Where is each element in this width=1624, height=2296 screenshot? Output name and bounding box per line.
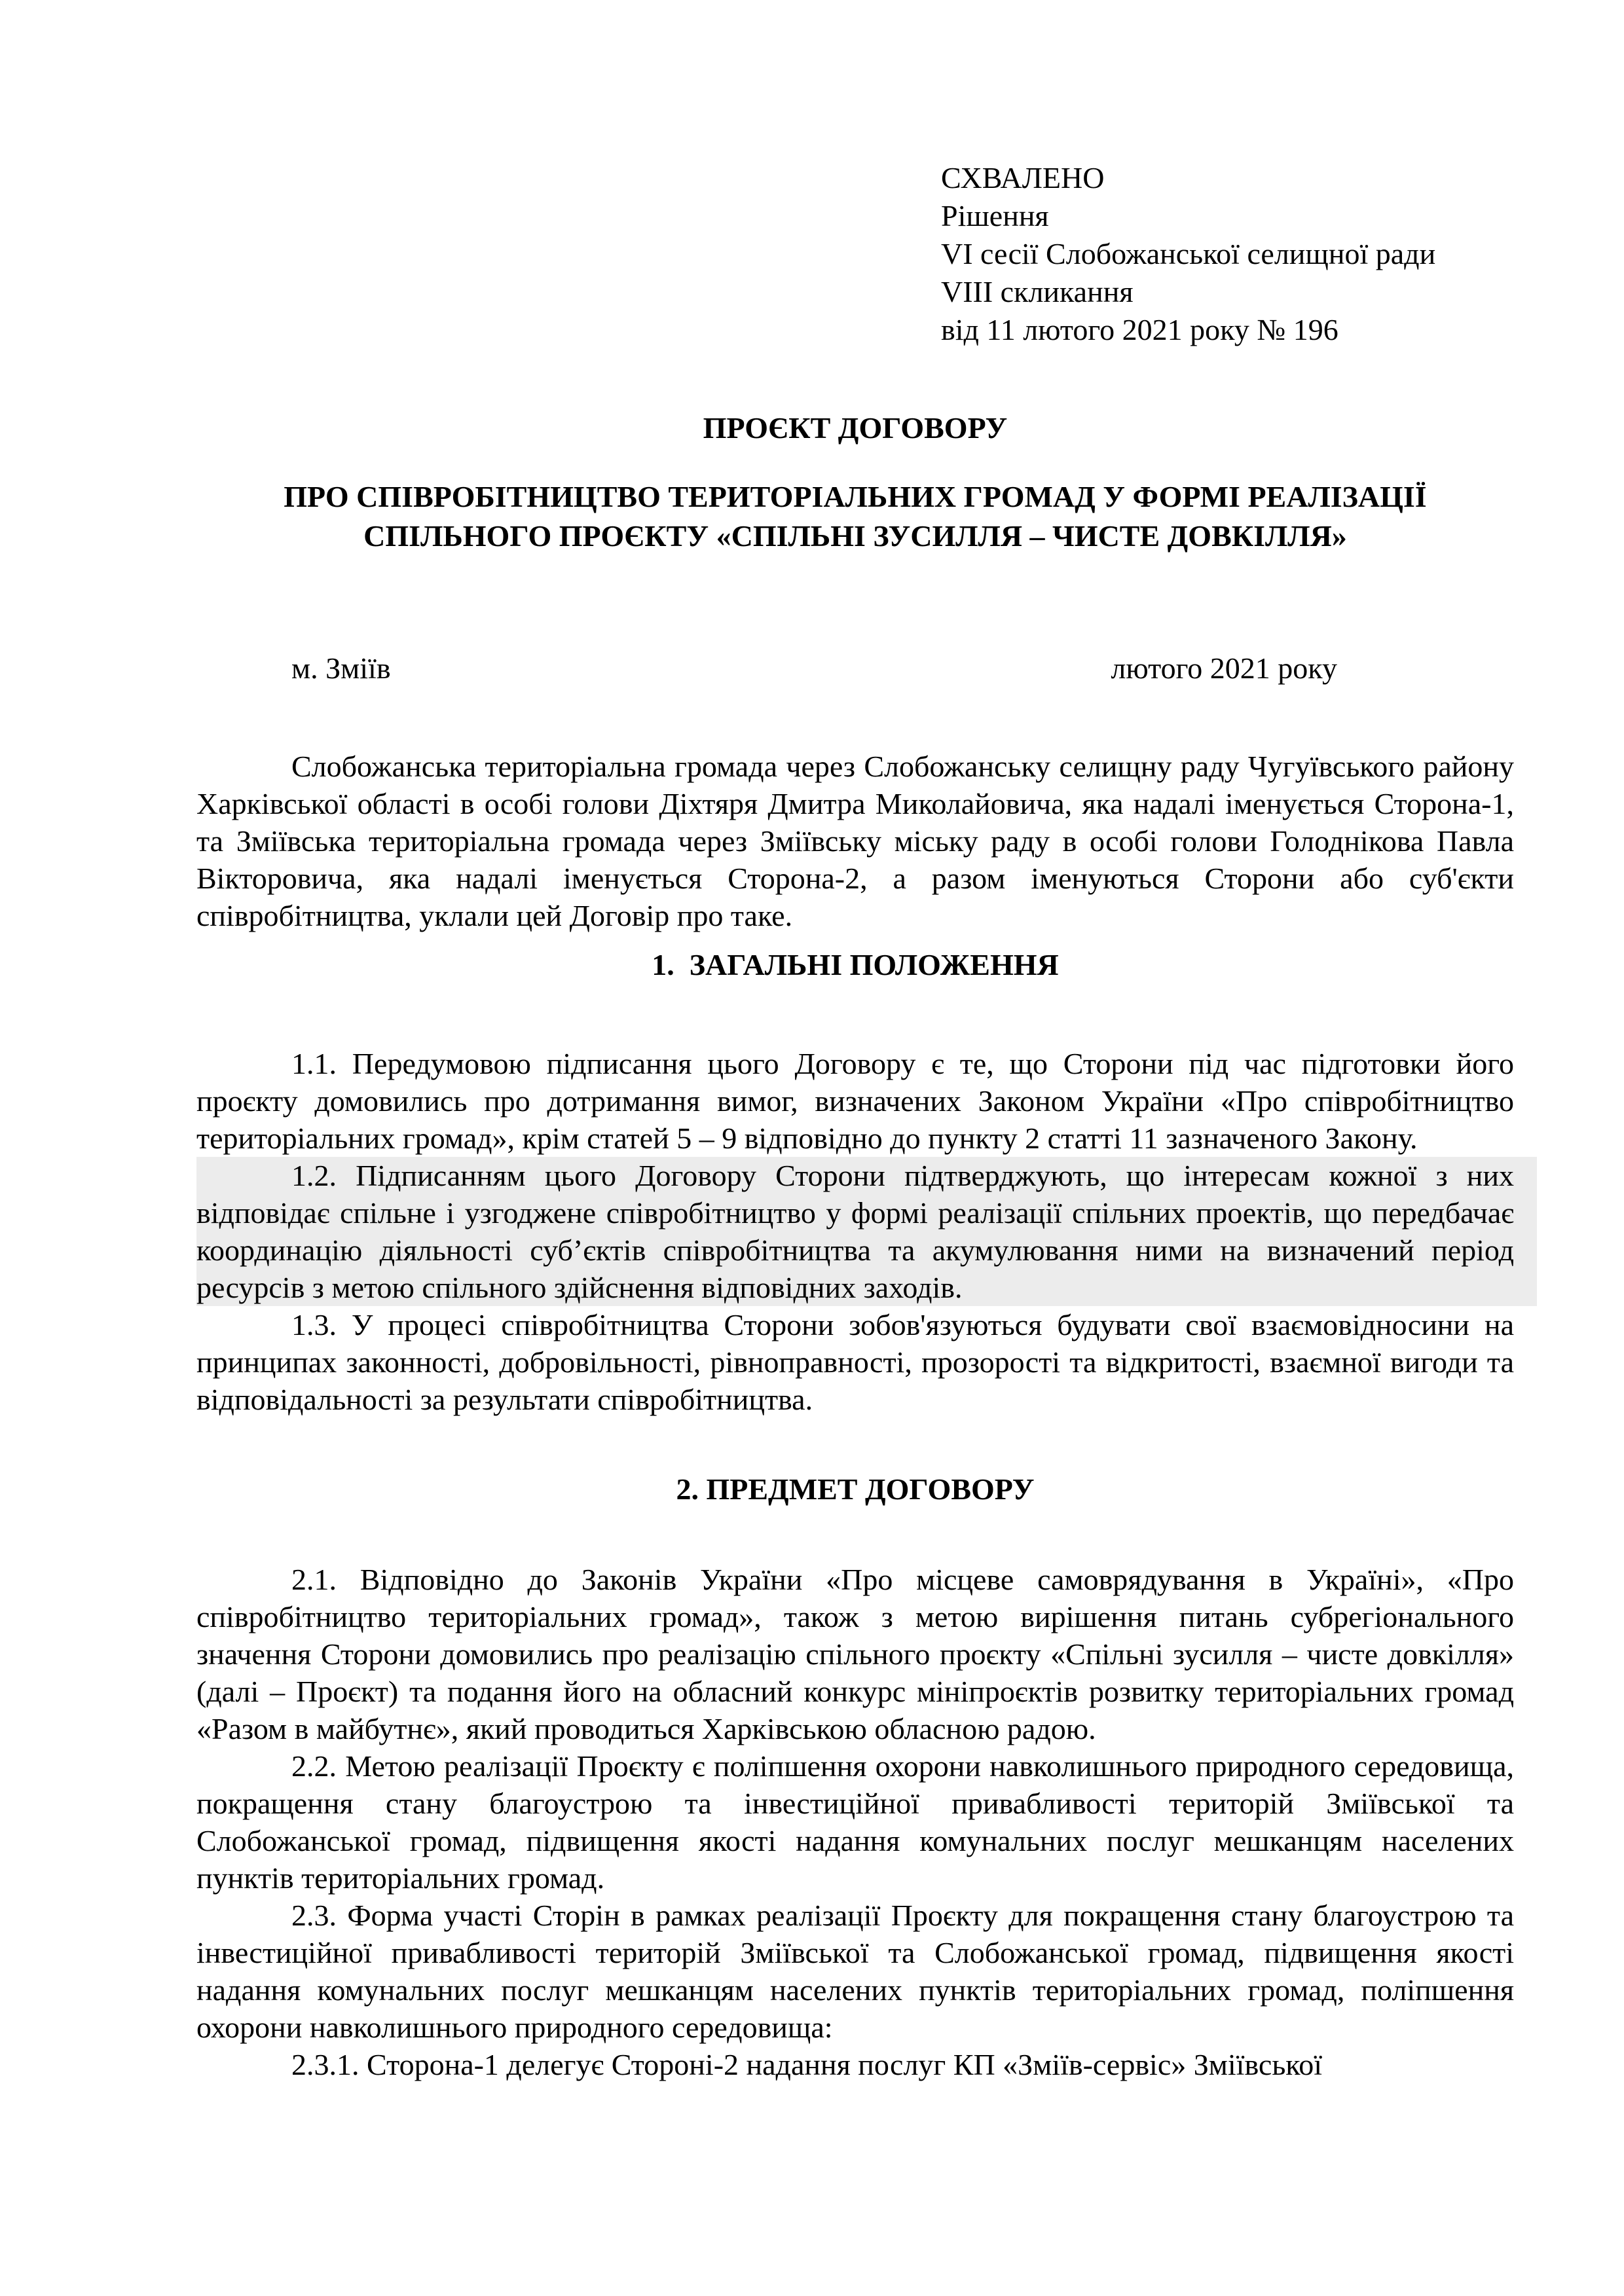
document-title: ПРОЄКТ ДОГОВОРУ (703, 411, 1008, 445)
clause-1-3: 1.3. У процесі співробітництва Сторони зобов'язуються будувати свої взаємовідносини на принципах законності, добровільності, рівноправності, прозорості та відкритості, взаємної вигоди та відповідальності за результати співробітництва. (196, 1308, 1514, 1416)
clause-2-2: 2.2. Метою реалізації Проєкту є поліпшення охорони навколишнього природного середовища, покращення стану благоустрою та інвестиційної привабливості територій Зміївської та Слобожанської громад, підвищення якості надання комунальних послуг мешканцям населених пунктів територіальних громад. (196, 1749, 1514, 1895)
approval-line-convocation: VIII скликання (941, 275, 1134, 308)
approval-block (941, 159, 1514, 349)
clause-2-3: 2.3. Форма участі Сторін в рамках реалізації Проєкту для покращення стану благоустрою та інвестиційної привабливості територій Зміївської та Слобожанської громад, підвищення якості надання комунальних послуг мешканцям населених пунктів територіальних громад, поліпшення охорони навколишнього природного середовища: (196, 1899, 1514, 2044)
approval-line-decision: Рішення (941, 199, 1049, 232)
clause-1-2: 1.2. Підписанням цього Договору Сторони підтверджують, що інтересам кожної з них відповідає спільне і узгоджене співробітництво у формі реалізації спільних проектів, що передбачає координацію діяльності суб’єктів співробітництва та акумулювання ними на визначений період ресурсів з метою спільного здійснення відповідних заходів. (196, 1157, 1537, 1306)
place-label: м. Зміїв (291, 651, 391, 685)
date-label: лютого 2021 року (1111, 651, 1337, 685)
section-2-heading: 2. ПРЕДМЕТ ДОГОВОРУ (676, 1472, 1035, 1506)
approval-line-date-number: від 11 лютого 2021 року № 196 (941, 313, 1338, 346)
clause-1-1: 1.1. Передумовою підписання цього Договору є те, що Сторони під час підготовки його проєкту домовились про дотримання вимог, визначених Законом України «Про співробітництво територіальних громад», крім статей 5 – 9 відповідно до пункту 2 статті 11 зазначеного Закону. (196, 1047, 1514, 1155)
intro-paragraph: Слобожанська територіальна громада через Слобожанську селищну раду Чугуївського району Харківської області в особі голови Діхтяря Дмитра Миколайовича, яка надалі іменується Сторона-1, та Зміївська територіальна громада через Зміївську міську раду в особі голови Голоднікова Павла Вікторовича, яка надалі іменується Сторона-2, а разом іменуються Сторони або суб'єкти співробітництва, уклали цей Договір про таке. (196, 750, 1514, 932)
clause-2-1: 2.1. Відповідно до Законів України «Про місцеве самоврядування в Україні», «Про співробітництво територіальних громад», також з метою вирішення питань субрегіонального значення Сторони домовились про реалізацію спільного проєкту «Спільні зусилля – чисте довкілля» (далі – Проєкт) та подання його на обласний конкурс мініпроєктів розвитку територіальних громад «Разом в майбутнє», який проводиться Харківською обласною радою. (196, 1563, 1514, 1745)
approval-line-approved: СХВАЛЕНО (941, 161, 1105, 194)
document-subtitle: ПРО СПІВРОБІТНИЦТВО ТЕРИТОРІАЛЬНИХ ГРОМАД У ФОРМІ РЕАЛІЗАЦІЇ СПІЛЬНОГО ПРОЄКТУ «СПІЛЬНІ ЗУСИЛЛЯ – ЧИСТЕ ДОВКІЛЛЯ» (284, 480, 1427, 553)
clause-2-3-1: 2.3.1. Сторона-1 делегує Стороні-2 надання послуг КП «Зміїв-сервіс» Зміївської (291, 2048, 1323, 2081)
approval-line-session: VI сесії Слобожанської селищної ради (941, 237, 1436, 270)
place-date-row (196, 649, 1514, 687)
section-1-heading: 1. ЗАГАЛЬНІ ПОЛОЖЕННЯ (652, 948, 1059, 981)
document-body (196, 748, 1514, 2083)
